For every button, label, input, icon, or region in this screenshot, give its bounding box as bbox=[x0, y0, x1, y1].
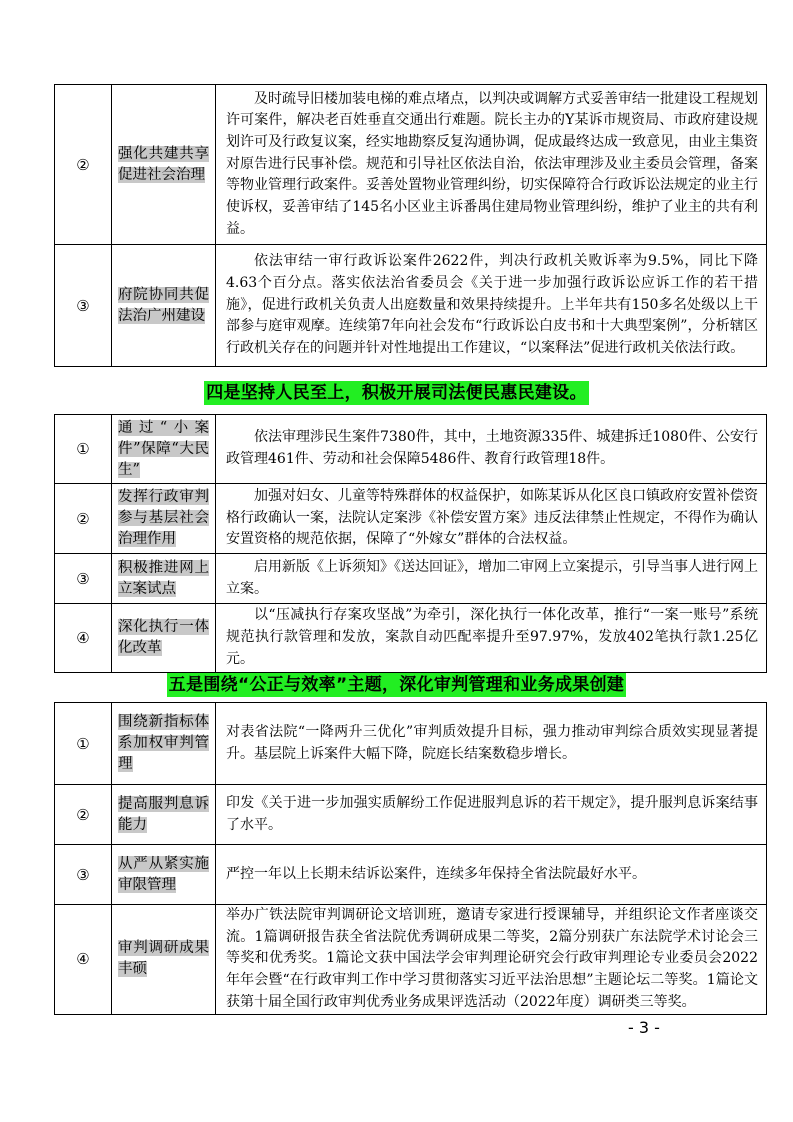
table-row bbox=[55, 785, 767, 845]
table-section4 bbox=[54, 414, 767, 673]
row-label: 发挥行政审判参与基层社会治理作用 bbox=[112, 484, 216, 554]
row-label: 府院协同共促法治广州建设 bbox=[112, 245, 216, 367]
row-label: 强化共建共享促进社会治理 bbox=[112, 85, 216, 245]
table-row bbox=[55, 245, 767, 367]
row-number: ④ bbox=[55, 905, 112, 1015]
page-number: - 3 - bbox=[628, 1018, 660, 1037]
row-content: 印发《关于进一步加强实质解纷工作促进服判息诉的若干规定》，提升服判息诉案结事了水平。 bbox=[216, 785, 767, 845]
row-label: 审判调研成果丰硕 bbox=[112, 905, 216, 1015]
row-content: 以“压减执行存案攻坚战”为牵引，深化执行一体化改革，推行“一案一账号”系统规范执行款管理和发放，案款自动匹配率提升至97.97%，发放402笔执行款1.25亿元。 bbox=[216, 604, 767, 673]
row-content: 依法审结一审行政诉讼案件2622件，判决行政机关败诉率为9.5%，同比下降4.63个百分点。落实依法治省委员会《关于进一步加强行政诉讼应诉工作的若干措施》，促进行政机关负责人出庭数量和效果持续提升。上半年共有150多名处级以上干部参与庭审观摩。连续第7年向社会发布“行政诉讼白皮书和十大典型案例”，分析辖区行政机关存在的问题并针对性地提出工作建议，“以案释法”促进行政机关依法行政。 bbox=[216, 245, 767, 367]
row-number: ③ bbox=[55, 554, 112, 604]
row-content: 对表省法院“一降两升三优化”审判质效提升目标，强力推动审判综合质效实现显著提升。基层院上诉案件大幅下降，院庭长结案数稳步增长。 bbox=[216, 703, 767, 785]
table-row bbox=[55, 703, 767, 785]
row-label: 从严从紧实施审限管理 bbox=[112, 845, 216, 905]
row-number: ② bbox=[55, 785, 112, 845]
row-content: 及时疏导旧楼加装电梯的难点堵点，以判决或调解方式妥善审结一批建设工程规划许可案件，解决老百姓垂直交通出行难题。院长主办的Y某诉市规资局、市政府建设规划许可及行政复议案，经实地勘察反复沟通协调，促成最终达成一致意见，由业主集资对原告进行民事补偿。规范和引导社区依法自治，依法审理涉及业主委员会管理，备案等物业管理行政案件。妥善处置物业管理纠纷，切实保障符合行政诉讼法规定的业主行使诉权，妥善审结了145名小区业主诉番禺住建局物业管理纠纷，维护了业主的共有利益。 bbox=[216, 85, 767, 245]
section-heading-5: 五是围绕“公正与效率”主题，深化审判管理和业务成果创建 bbox=[168, 675, 625, 695]
row-content: 启用新版《上诉须知》《送达回证》，增加二审网上立案提示，引导当事人进行网上立案。 bbox=[216, 554, 767, 604]
row-label: 通过“小案件”保障“大民生” bbox=[112, 415, 216, 484]
row-number: ① bbox=[55, 703, 112, 785]
row-content: 严控一年以上长期未结诉讼案件，连续多年保持全省法院最好水平。 bbox=[216, 845, 767, 905]
table-row bbox=[55, 604, 767, 673]
row-label: 深化执行一体化改革 bbox=[112, 604, 216, 673]
table-section5 bbox=[54, 702, 767, 1015]
row-content: 举办广铁法院审判调研论文培训班，邀请专家进行授课辅导，并组织论文作者座谈交流。1篇调研报告获全省法院优秀调研成果二等奖，2篇分别获广东法院学术讨论会三等奖和优秀奖。1篇论文获中国法学会审判理论研究会行政审判理论专业委员会2022年年会暨“在行政审判工作中学习贯彻落实习近平法治思想”主题论坛二等奖。1篇论文获第十届全国行政审判优秀业务成果评选活动（2022年度）调研类三等奖。 bbox=[216, 905, 767, 1015]
table-row bbox=[55, 415, 767, 484]
table-row bbox=[55, 554, 767, 604]
section-heading-4: 四是坚持人民至上，积极开展司法便民惠民建设。 bbox=[206, 383, 587, 403]
row-label: 积极推进网上立案试点 bbox=[112, 554, 216, 604]
row-label: 提高服判息诉能力 bbox=[112, 785, 216, 845]
table-row bbox=[55, 905, 767, 1015]
table-section3 bbox=[54, 84, 767, 367]
row-number: ② bbox=[55, 85, 112, 245]
row-number: ③ bbox=[55, 245, 112, 367]
row-number: ④ bbox=[55, 604, 112, 673]
row-number: ② bbox=[55, 484, 112, 554]
table-row bbox=[55, 845, 767, 905]
row-number: ③ bbox=[55, 845, 112, 905]
table-row bbox=[55, 85, 767, 245]
table-row bbox=[55, 484, 767, 554]
row-content: 加强对妇女、儿童等特殊群体的权益保护，如陈某诉从化区良口镇政府安置补偿资格行政确认一案，法院认定案涉《补偿安置方案》违反法律禁止性规定，不得作为确认安置资格的规范依据，保障了“外嫁女”群体的合法权益。 bbox=[216, 484, 767, 554]
row-label: 围绕新指标体系加权审判管理 bbox=[112, 703, 216, 785]
row-content: 依法审理涉民生案件7380件，其中，土地资源335件、城建拆迁1080件、公安行政管理461件、劳动和社会保障5486件、教育行政管理18件。 bbox=[216, 415, 767, 484]
row-number: ① bbox=[55, 415, 112, 484]
